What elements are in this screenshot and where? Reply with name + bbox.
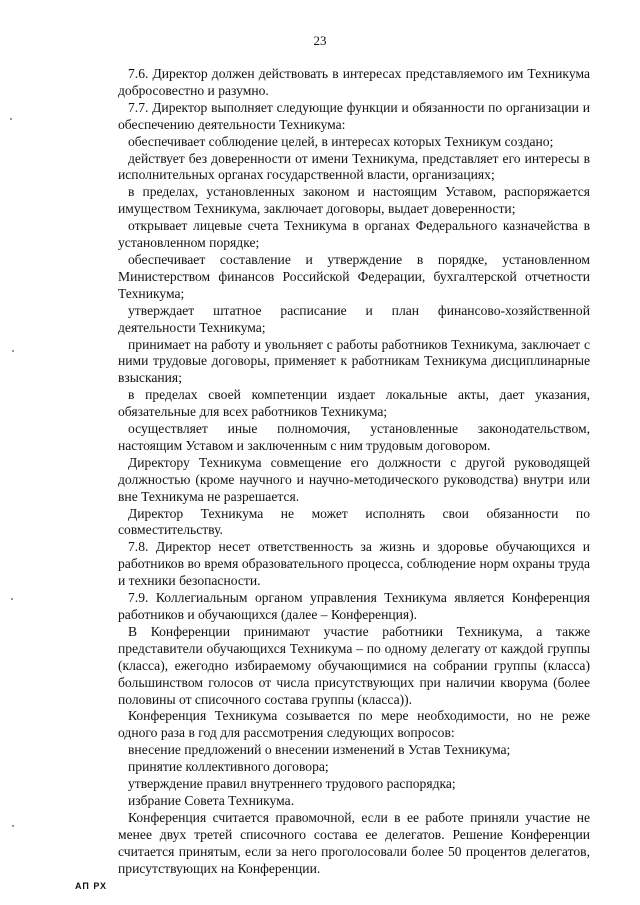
list-item-property: в пределах, установленных законом и настоящим Уставом, распоряжается имуществом Техникума, заключает договоры, выдает доверенности; — [118, 184, 590, 217]
list-item-other-powers: осуществляет иные полномочия, установленные законодательством, настоящим Уставом и заключенным с ним трудовым договором. — [118, 421, 590, 453]
page-number: 23 — [313, 33, 327, 48]
list-item-hiring: принимает на работу и увольняет с работы работников Техникума, заключает с ними трудовые договоры, применяет к работникам Техникума дисциплинарные взыскания; — [118, 336, 590, 386]
list-item-charter-changes: внесение предложений о внесении изменений в Устав Техникума; — [128, 742, 511, 758]
paragraph-combination: Директору Техникума совмещение его должности с другой руководящей должностью (кроме научного и научно-методического руководства) внутри или вне Техникума не разрешается. — [118, 454, 590, 504]
paragraph-part-time: Директор Техникума не может исполнять свои обязанности по совместительству. — [118, 505, 590, 538]
list-item-goals: обеспечивает соблюдение целей, в интересах которых Техникум создано; — [128, 133, 554, 149]
scan-speck — [12, 825, 14, 827]
list-item-local-acts: в пределах своей компетенции издает локальные акты, дает указания, обязательные для всех работников Техникума; — [118, 387, 590, 420]
paragraph-7-6: 7.6. Директор должен действовать в интересах представляемого им Техникума добросовестно и разумно. — [118, 66, 590, 98]
list-item-staffing: утверждает штатное расписание и план финансово-хозяйственной деятельности Техникума; — [118, 302, 590, 335]
footer-mark: АП РХ — [75, 881, 108, 891]
paragraph-conference-members: В Конференции принимают участие работники Техникума, а также представители обучающихся Техникума – по одному делегату от каждой группы (класса), ежегодно избираемому обучающимися на собрании группы (класса) большинством голосов от числа присутствующих при наличии кворума (более половины от списочного состава группы (класса)). — [118, 623, 590, 707]
scan-speck — [11, 598, 13, 600]
list-item-reporting: обеспечивает составление и утверждение в порядке, установленном Министерством финансов Российской Федерации, бухгалтерской отчетности Техникума; — [118, 251, 590, 301]
document-body — [118, 66, 590, 878]
scan-speck — [12, 350, 14, 352]
paragraph-conference-convening: Конференция Техникума созывается по мере необходимости, но не реже одного раза в год для рассмотрения следующих вопросов: — [118, 708, 590, 741]
paragraph-7-7: 7.7. Директор выполняет следующие функции и обязанности по организации и обеспечению деятельности Техникума: — [118, 99, 590, 132]
list-item-council-election: избрание Совета Техникума. — [128, 792, 295, 808]
paragraph-7-8: 7.8. Директор несет ответственность за жизнь и здоровье обучающихся и работников во время образовательного процесса, соблюдение норм охраны труда и техники безопасности. — [118, 539, 590, 589]
list-item-labor-rules: утверждение правил внутреннего трудового распорядка; — [128, 776, 456, 792]
scan-speck — [10, 118, 12, 120]
paragraph-quorum: Конференция считается правомочной, если в ее работе приняли участие не менее двух третей списочного состава ее делегатов. Решение Конференции считается принятым, если за него проголосовали более 50 процентов делегатов, присутствующих на Конференции. — [118, 809, 590, 876]
list-item-accounts: открывает лицевые счета Техникума в органах Федерального казначейства в установленном порядке; — [118, 218, 590, 251]
list-item-collective-agreement: принятие коллективного договора; — [128, 759, 329, 775]
list-item-representation: действует без доверенности от имени Техникума, представляет его интересы в исполнительных органах государственной власти, организациях; — [118, 150, 590, 183]
paragraph-7-9: 7.9. Коллегиальным органом управления Техникума является Конференция работников и обучающихся (далее – Конференция). — [118, 590, 590, 622]
